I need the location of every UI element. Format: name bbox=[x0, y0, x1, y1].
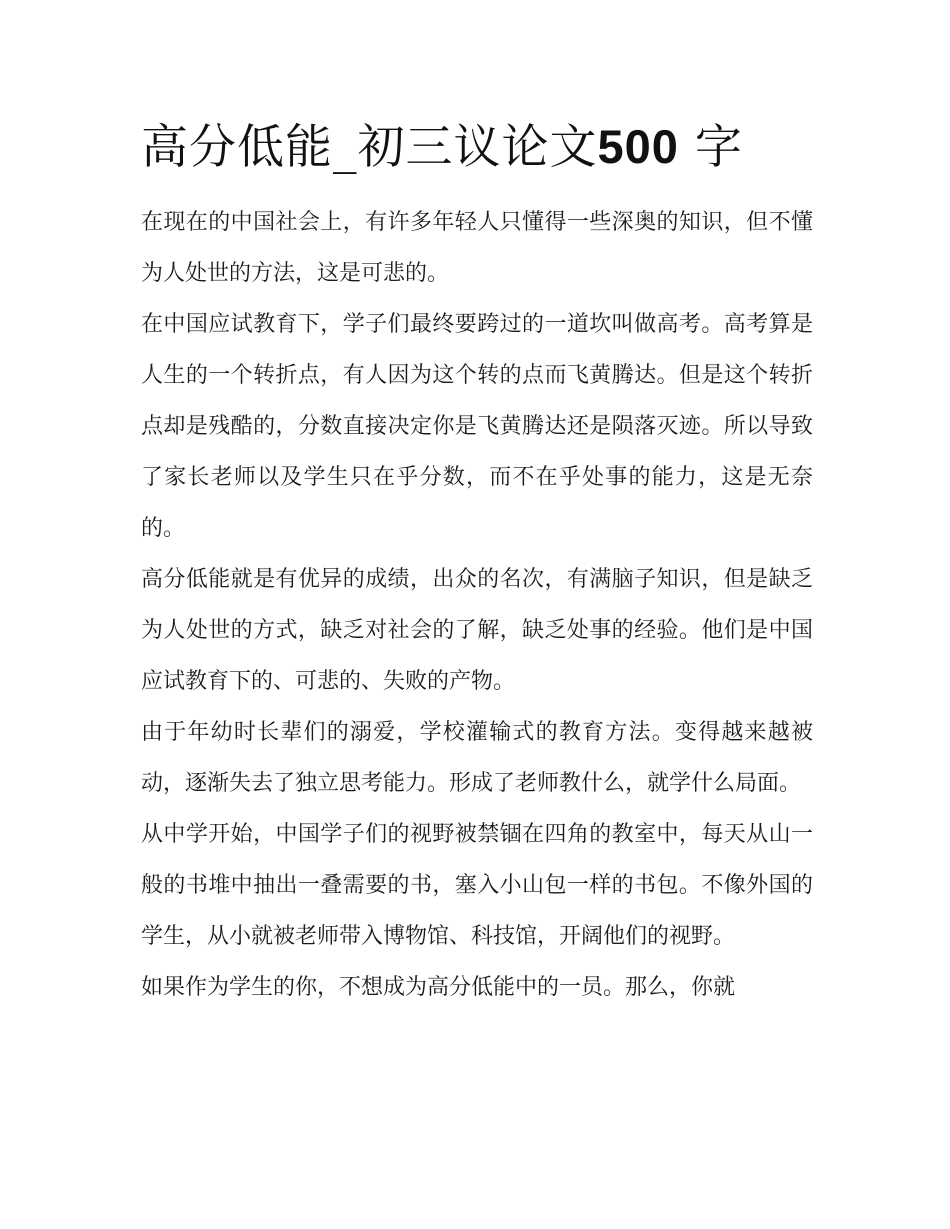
paragraph-4: 由于年幼时长辈们的溺爱，学校灌输式的教育方法。变得越来越被动，逐渐失去了独立思考能力。形成了老师教什么，就学什么局面。 bbox=[141, 720, 813, 796]
paragraph-6: 如果作为学生的你，不想成为高分低能中的一员。那么，你就 bbox=[141, 975, 736, 1000]
paragraph-5: 从中学开始，中国学子们的视野被禁锢在四角的教室中，每天从山一般的书堆中抽出一叠需要的书，塞入小山包一样的书包。不像外国的学生，从小就被老师带入博物馆、科技馆，开阔他们的视野。 bbox=[141, 822, 813, 949]
paragraph-3: 高分低能就是有优异的成绩，出众的名次，有满脑子知识，但是缺乏为人处世的方式，缺乏对社会的了解，缺乏处事的经验。他们是中国应试教育下的、可悲的、失败的产物。 bbox=[141, 567, 813, 694]
paragraph-1: 在现在的中国社会上，有许多年轻人只懂得一些深奥的知识，但不懂为人处世的方法，这是可悲的。 bbox=[141, 210, 813, 286]
page-title bbox=[141, 116, 743, 179]
title-suffix: 字 bbox=[694, 120, 743, 175]
paragraph-2: 在中国应试教育下，学子们最终要跨过的一道坎叫做高考。高考算是人生的一个转折点，有人因为这个转的点而飞黄腾达。但是这个转折点却是残酷的，分数直接决定你是飞黄腾达还是陨落灭迹。所以导致了家长老师以及学生只在乎分数，而不在乎处事的能力，这是无奈的。 bbox=[141, 312, 813, 541]
title-text: 高分低能_初三议论文 bbox=[141, 120, 598, 175]
title-number: 500 bbox=[597, 120, 679, 173]
essay-body bbox=[141, 197, 813, 1013]
